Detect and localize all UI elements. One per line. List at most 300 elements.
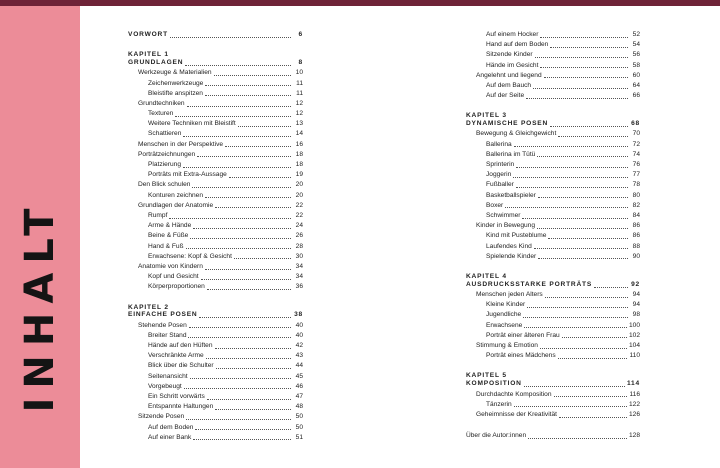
toc-entry-page: 102 xyxy=(628,331,640,339)
toc-entry[interactable] xyxy=(128,119,303,129)
toc-entry-page: 100 xyxy=(628,321,640,329)
toc-entry-title: EINFACHE POSEN xyxy=(128,311,198,319)
toc-entry[interactable] xyxy=(128,382,303,392)
toc-entry-page: 76 xyxy=(632,161,640,169)
dot-leader xyxy=(545,297,628,298)
toc-entry[interactable] xyxy=(128,221,303,231)
toc-entry[interactable] xyxy=(128,231,303,241)
toc-entry-page: 116 xyxy=(629,390,640,398)
toc-entry[interactable] xyxy=(466,50,640,60)
dot-leader xyxy=(548,238,628,239)
toc-entry-title: Beine & Füße xyxy=(148,232,189,240)
toc-entry-title: Angelehnt und liegend xyxy=(476,71,542,79)
toc-entry-page: 88 xyxy=(632,242,640,250)
toc-entry[interactable] xyxy=(128,160,303,170)
toc-entry[interactable] xyxy=(128,331,303,341)
dot-leader xyxy=(538,258,628,259)
toc-entry-page: 8 xyxy=(298,59,303,67)
toc-entry-title: Sitzende Kinder xyxy=(486,51,533,59)
toc-entry-title: Ballerina xyxy=(486,140,512,148)
dot-leader xyxy=(522,218,628,219)
toc-entry-title: Erwachsene xyxy=(486,321,523,329)
dot-leader xyxy=(183,167,291,168)
toc-entry-title: Erwachsene: Kopf & Gesicht xyxy=(148,252,232,260)
toc-entry-title: Bleistifte anspitzen xyxy=(148,89,203,97)
dot-leader xyxy=(514,146,628,147)
toc-section xyxy=(466,372,640,420)
toc-entry-title: Blick über die Schulter xyxy=(148,362,214,370)
toc-entry-title: Arme & Hände xyxy=(148,222,192,230)
toc-entry-page: 11 xyxy=(296,79,303,87)
toc-entry-title: Vorgebeugt xyxy=(148,382,182,390)
dot-leader xyxy=(558,136,628,137)
toc-entry[interactable] xyxy=(128,311,303,321)
toc-entry-page: 36 xyxy=(295,283,303,291)
toc-section xyxy=(466,112,640,262)
dot-leader xyxy=(535,57,628,58)
toc-entry-title: Grundtechniken xyxy=(138,99,185,107)
chapter-label: KAPITEL 5 xyxy=(466,372,507,380)
toc-entry-page: 52 xyxy=(632,30,640,38)
toc-entry-title: Hände im Gesicht xyxy=(486,61,539,69)
toc-entry[interactable] xyxy=(128,191,303,201)
toc-entry[interactable] xyxy=(128,433,303,443)
toc-entry-page: 98 xyxy=(632,311,640,319)
toc-entry[interactable] xyxy=(466,211,640,221)
dot-leader xyxy=(193,439,291,440)
toc-entry[interactable] xyxy=(466,400,640,410)
toc-entry-title: Hand auf dem Boden xyxy=(486,41,549,49)
toc-entry[interactable] xyxy=(466,119,640,129)
toc-entry-page: 54 xyxy=(632,41,640,49)
toc-entry-page: 34 xyxy=(295,273,303,281)
toc-entry-page: 18 xyxy=(295,161,303,169)
toc-entry-title: Basketballspieler xyxy=(486,191,536,199)
dot-leader xyxy=(544,77,628,78)
toc-entry-title: Porträts mit Extra-Aussage xyxy=(148,171,227,179)
toc-entry[interactable] xyxy=(128,392,303,402)
toc-entry-page: 34 xyxy=(295,262,303,270)
dot-leader xyxy=(540,37,628,38)
toc-entry[interactable] xyxy=(128,321,303,331)
toc-entry-title: Konturen zeichnen xyxy=(148,191,203,199)
toc-entry[interactable] xyxy=(128,282,303,292)
toc-entry-title: Breiter Stand xyxy=(148,331,187,339)
toc-entry-title: Porträtzeichnungen xyxy=(138,150,196,158)
toc-entry-title: Rumpf xyxy=(148,211,168,219)
toc-entry-page: 11 xyxy=(296,89,303,97)
toc-entry-title: Stimmung & Emotion xyxy=(476,342,538,350)
toc-entry-title: Kinder in Bewegung xyxy=(476,222,536,230)
toc-entry-title: Menschen jeden Alters xyxy=(476,291,543,299)
toc-entry-title: Auf dem Boden xyxy=(148,423,194,431)
dot-leader xyxy=(215,348,291,349)
toc-entry[interactable] xyxy=(128,109,303,119)
toc-entry[interactable] xyxy=(128,252,303,262)
dot-leader xyxy=(207,399,291,400)
dot-leader xyxy=(189,327,291,328)
toc-entry-page: 22 xyxy=(295,211,303,219)
toc-column-right xyxy=(466,30,640,441)
toc-entry-title: Auf einer Bank xyxy=(148,433,192,441)
toc-entry[interactable] xyxy=(128,372,303,382)
dot-leader xyxy=(201,279,291,280)
toc-entry-page: 46 xyxy=(295,382,303,390)
toc-entry[interactable] xyxy=(466,231,640,241)
toc-entry-page: 40 xyxy=(295,331,303,339)
toc-entry[interactable] xyxy=(466,431,640,441)
toc-entry-page: 110 xyxy=(629,352,640,360)
toc-entry-title: Ballerina im Tütü xyxy=(486,150,536,158)
dot-leader xyxy=(186,248,291,249)
toc-entry-page: 77 xyxy=(632,171,640,179)
toc-entry[interactable] xyxy=(128,423,303,433)
toc-entry[interactable] xyxy=(466,341,640,351)
dot-leader xyxy=(183,136,291,137)
toc-entry[interactable] xyxy=(128,272,303,282)
toc-entry-page: 43 xyxy=(295,352,303,360)
contents-title: INHALT xyxy=(17,199,63,413)
toc-entry[interactable] xyxy=(466,91,640,101)
toc-entry-page: 26 xyxy=(295,232,303,240)
dot-leader xyxy=(170,37,291,38)
toc-entry-page: 126 xyxy=(628,410,640,418)
toc-entry[interactable] xyxy=(466,331,640,341)
dot-leader xyxy=(533,88,628,89)
toc-entry-page: 30 xyxy=(295,252,303,260)
toc-entry-page: 12 xyxy=(295,99,303,107)
toc-entry[interactable] xyxy=(466,150,640,160)
toc-entry-title: Schwimmer xyxy=(486,211,521,219)
toc-entry-title: Stehende Posen xyxy=(138,321,187,329)
toc-entry[interactable] xyxy=(128,89,303,99)
toc-entry-title: Boxer xyxy=(486,201,504,209)
toc-entry-page: 44 xyxy=(295,362,303,370)
toc-column-left xyxy=(128,30,303,443)
toc-entry[interactable] xyxy=(466,71,640,81)
dot-leader xyxy=(537,156,628,157)
toc-entry[interactable] xyxy=(466,351,640,361)
toc-entry-title: Sitzende Posen xyxy=(138,413,185,421)
toc-entry-page: 16 xyxy=(295,140,303,148)
toc-entry[interactable] xyxy=(128,242,303,252)
toc-entry-title: Werkzeuge & Materialien xyxy=(138,69,212,77)
dot-leader xyxy=(187,106,291,107)
toc-entry-title: Auf einem Hocker xyxy=(486,30,539,38)
toc-entry-title: Fußballer xyxy=(486,181,514,189)
toc-entry[interactable] xyxy=(466,379,640,389)
toc-entry-title: Joggerin xyxy=(486,171,512,179)
toc-entry-page: 42 xyxy=(295,342,303,350)
toc-entry-title: Porträt einer älteren Frau xyxy=(486,331,560,339)
toc-entry[interactable] xyxy=(466,40,640,50)
toc-entry[interactable] xyxy=(466,290,640,300)
dot-leader xyxy=(186,419,291,420)
toc-entry[interactable] xyxy=(128,262,303,272)
toc-entry-title: Ein Schritt vorwärts xyxy=(148,392,205,400)
toc-entry-title: Jugendliche xyxy=(486,311,522,319)
toc-entry-title: KOMPOSITION xyxy=(466,380,522,388)
toc-entry-page: 20 xyxy=(295,191,303,199)
toc-entry-page: 40 xyxy=(295,321,303,329)
dot-leader xyxy=(229,177,291,178)
toc-entry-page: 66 xyxy=(632,92,640,100)
toc-entry[interactable] xyxy=(128,170,303,180)
toc-entry-title: Spielende Kinder xyxy=(486,252,537,260)
toc-entry[interactable] xyxy=(128,58,303,68)
toc-section xyxy=(466,273,640,362)
toc-entry-title: Laufendes Kind xyxy=(486,242,532,250)
toc-entry[interactable] xyxy=(466,252,640,262)
toc-entry[interactable] xyxy=(466,321,640,331)
toc-entry[interactable] xyxy=(466,30,640,40)
toc-entry-title: DYNAMISCHE POSEN xyxy=(466,120,549,128)
dot-leader xyxy=(513,177,628,178)
dot-leader xyxy=(169,218,291,219)
toc-entry-title: Kleine Kinder xyxy=(486,301,526,309)
toc-section xyxy=(128,304,303,443)
top-accent-bar xyxy=(0,0,720,6)
toc-entry-page: 10 xyxy=(295,69,303,77)
toc-entry[interactable] xyxy=(128,68,303,78)
toc-entry[interactable] xyxy=(466,390,640,400)
toc-entry-page: 94 xyxy=(632,291,640,299)
toc-entry[interactable] xyxy=(466,201,640,211)
dot-leader xyxy=(192,187,291,188)
dot-leader xyxy=(214,75,291,76)
toc-entry-page: 74 xyxy=(632,150,640,158)
toc-entry-page: 18 xyxy=(295,150,303,158)
toc-entry-page: 86 xyxy=(632,232,640,240)
toc-entry-page: 28 xyxy=(295,242,303,250)
toc-entry-page: 50 xyxy=(295,423,303,431)
toc-entry-page: 48 xyxy=(295,403,303,411)
toc-entry-page: 72 xyxy=(632,140,640,148)
dot-leader xyxy=(190,238,291,239)
toc-entry-page: 24 xyxy=(295,222,303,230)
toc-entry[interactable] xyxy=(466,242,640,252)
toc-entry-title: Hand & Fuß xyxy=(148,242,184,250)
toc-entry-page: 47 xyxy=(295,392,303,400)
toc-entry-page: 50 xyxy=(295,413,303,421)
toc-entry-title: Grundlagen der Anatomie xyxy=(138,201,214,209)
toc-entry-page: 12 xyxy=(295,110,303,118)
dot-leader xyxy=(193,228,291,229)
dot-leader xyxy=(505,207,628,208)
toc-entry[interactable] xyxy=(128,341,303,351)
toc-entry[interactable] xyxy=(128,79,303,89)
toc-entry-page: 104 xyxy=(628,342,640,350)
toc-entry-page: 22 xyxy=(295,201,303,209)
toc-entry-title: Körperproportionen xyxy=(148,283,205,291)
dot-leader xyxy=(540,67,628,68)
dot-leader xyxy=(534,248,628,249)
toc-entry[interactable] xyxy=(466,61,640,71)
toc-entry[interactable] xyxy=(466,410,640,420)
dot-leader xyxy=(540,348,627,349)
toc-entry-page: 19 xyxy=(295,171,303,179)
toc-entry[interactable] xyxy=(466,140,640,150)
toc-entry-page: 58 xyxy=(632,61,640,69)
toc-entry-title: Seitenansicht xyxy=(148,372,188,380)
chapter-label: KAPITEL 4 xyxy=(466,272,507,280)
dot-leader xyxy=(526,98,628,99)
toc-entry[interactable] xyxy=(128,201,303,211)
toc-entry-title: Porträt eines Mädchens xyxy=(486,352,556,360)
toc-entry-page: 56 xyxy=(632,51,640,59)
dot-leader xyxy=(562,337,627,338)
toc-entry[interactable] xyxy=(128,351,303,361)
toc-entry-title: Texturen xyxy=(148,110,174,118)
toc-entry-title: Tänzerin xyxy=(486,400,512,408)
dot-leader xyxy=(527,307,628,308)
toc-entry-title: Geheimnisse der Kreativität xyxy=(476,410,557,418)
dot-leader xyxy=(205,95,291,96)
toc-entry-page: 78 xyxy=(632,181,640,189)
toc-entry-title: Anatomie von Kindern xyxy=(138,262,203,270)
toc-entry-title: VORWORT xyxy=(128,30,168,38)
dot-leader xyxy=(524,327,627,328)
toc-entry[interactable] xyxy=(466,280,640,290)
toc-entry-title: Auf der Seite xyxy=(486,92,525,100)
toc-entry-page: 82 xyxy=(632,201,640,209)
dot-leader xyxy=(190,378,291,379)
toc-entry-title: Den Blick schulen xyxy=(138,181,191,189)
toc-entry[interactable] xyxy=(128,99,303,109)
dot-leader xyxy=(554,396,628,397)
toc-entry-page: 51 xyxy=(295,433,303,441)
toc-entry-title: Kopf und Gesicht xyxy=(148,273,199,281)
toc-entry-title: Zeichenwerkzeuge xyxy=(148,79,204,87)
dot-leader xyxy=(175,116,291,117)
toc-entry[interactable] xyxy=(128,211,303,221)
dot-leader xyxy=(197,156,291,157)
toc-entry-title: Platzierung xyxy=(148,161,181,169)
toc-entry-title: Hände auf den Hüften xyxy=(148,342,213,350)
toc-entry-title: Menschen in der Perspektive xyxy=(138,140,224,148)
dot-leader xyxy=(516,187,628,188)
dot-leader xyxy=(537,228,628,229)
toc-section xyxy=(466,30,640,101)
toc-entry[interactable] xyxy=(466,191,640,201)
toc-section xyxy=(128,51,303,292)
dot-leader xyxy=(538,197,628,198)
toc-entry-title: GRUNDLAGEN xyxy=(128,59,184,67)
toc-entry-page: 92 xyxy=(631,280,640,288)
toc-entry-title: Verschränkte Arme xyxy=(148,352,204,360)
toc-entry[interactable] xyxy=(466,81,640,91)
toc-entry-page: 64 xyxy=(632,81,640,89)
dot-leader xyxy=(216,368,291,369)
dot-leader xyxy=(199,317,291,318)
toc-entry-page: 114 xyxy=(626,380,640,388)
dot-leader xyxy=(215,207,291,208)
dot-leader xyxy=(234,258,291,259)
toc-entry-page: 60 xyxy=(632,71,640,79)
dot-leader xyxy=(205,269,291,270)
toc-entry-title: Durchdachte Komposition xyxy=(476,390,552,398)
dot-leader xyxy=(528,438,627,439)
toc-entry[interactable] xyxy=(466,170,640,180)
dot-leader xyxy=(523,317,628,318)
toc-entry-title: Weitere Techniken mit Bleistift xyxy=(148,120,236,128)
toc-entry[interactable] xyxy=(466,160,640,170)
toc-entry[interactable] xyxy=(466,130,640,140)
dot-leader xyxy=(559,417,627,418)
toc-entry[interactable] xyxy=(128,130,303,140)
toc-entry-page: 80 xyxy=(632,191,640,199)
toc-entry[interactable] xyxy=(466,311,640,321)
toc-entry-title: Schattieren xyxy=(148,130,182,138)
dot-leader xyxy=(205,197,291,198)
dot-leader xyxy=(185,65,291,66)
dot-leader xyxy=(205,85,291,86)
toc-entry-title: Entspannte Haltungen xyxy=(148,403,214,411)
dot-leader xyxy=(207,289,291,290)
toc-entry[interactable] xyxy=(128,150,303,160)
toc-entry-title: Auf dem Bauch xyxy=(486,81,532,89)
dot-leader xyxy=(558,358,628,359)
dot-leader xyxy=(550,47,628,48)
toc-entry[interactable] xyxy=(466,300,640,310)
chapter-label: KAPITEL 1 xyxy=(128,51,169,59)
dot-leader xyxy=(184,388,291,389)
dot-leader xyxy=(195,429,291,430)
toc-entry-title: Bewegung & Gleichgewicht xyxy=(476,130,557,138)
dot-leader xyxy=(238,126,291,127)
toc-entry-page: 13 xyxy=(295,120,303,128)
dot-leader xyxy=(594,287,628,288)
chapter-label: KAPITEL 2 xyxy=(128,303,169,311)
dot-leader xyxy=(188,337,291,338)
dot-leader xyxy=(215,409,291,410)
toc-entry-page: 122 xyxy=(628,400,640,408)
toc-entry[interactable] xyxy=(128,30,303,40)
toc-entry-title: Über die Autor:innen xyxy=(466,432,527,440)
dot-leader xyxy=(524,386,625,387)
toc-entry-title: AUSDRUCKSSTARKE PORTRÄTS xyxy=(466,280,593,288)
toc-entry[interactable] xyxy=(128,412,303,422)
chapter-label: KAPITEL 3 xyxy=(466,112,507,120)
toc-entry-title: Sprinterin xyxy=(486,161,515,169)
toc-entry-page: 128 xyxy=(628,432,640,440)
toc-entry-page: 38 xyxy=(294,311,303,319)
toc-entry-page: 14 xyxy=(295,130,303,138)
toc-entry-title: Kind mit Pusteblume xyxy=(486,232,547,240)
toc-section xyxy=(128,30,303,40)
toc-entry-page: 70 xyxy=(632,130,640,138)
dot-leader xyxy=(550,126,628,127)
toc-entry-page: 6 xyxy=(298,30,303,38)
toc-entry-page: 86 xyxy=(632,222,640,230)
toc-entry[interactable] xyxy=(128,402,303,412)
dot-leader xyxy=(514,406,627,407)
toc-entry-page: 45 xyxy=(295,372,303,380)
toc-entry-page: 20 xyxy=(295,181,303,189)
toc-entry[interactable] xyxy=(128,361,303,371)
toc-entry[interactable] xyxy=(466,180,640,190)
toc-section xyxy=(466,431,640,441)
toc-entry-page: 90 xyxy=(632,252,640,260)
toc-entry[interactable] xyxy=(466,221,640,231)
sidebar-band xyxy=(0,6,80,468)
toc-entry-page: 68 xyxy=(631,120,640,128)
dot-leader xyxy=(206,358,291,359)
toc-entry[interactable] xyxy=(128,140,303,150)
toc-entry[interactable] xyxy=(128,180,303,190)
toc-entry-page: 94 xyxy=(632,301,640,309)
dot-leader xyxy=(516,167,628,168)
